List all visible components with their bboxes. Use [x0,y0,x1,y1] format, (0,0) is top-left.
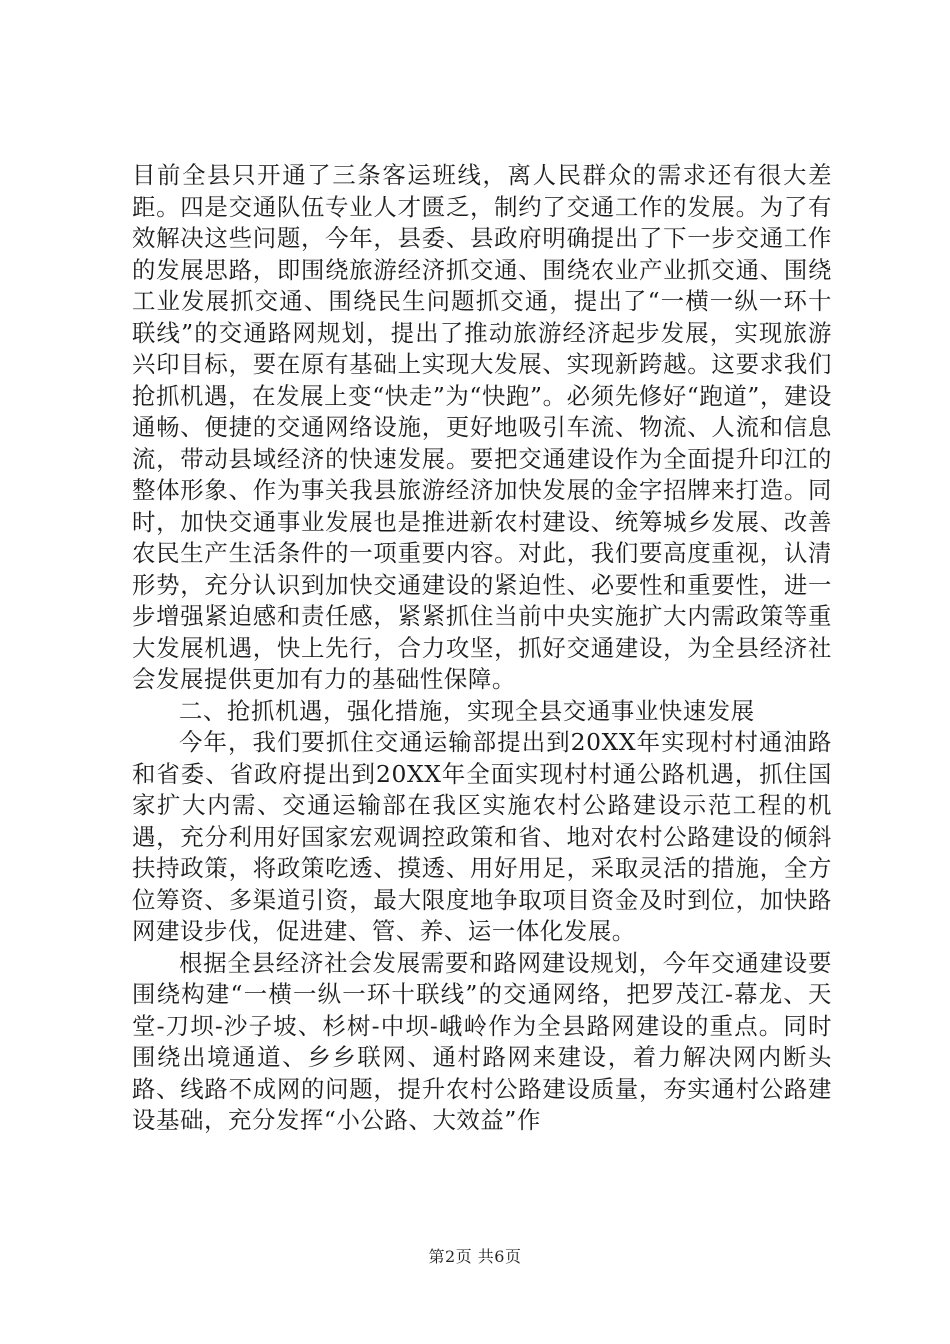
body-paragraph: 今年，我们要抓住交通运输部提出到20XX年实现村村通油路和省委、省政府提出到20XX年全面实现村村通公路机遇，抓住国家扩大内需、交通运输部在我区实施农村公路建设示范工程的机遇，充分利用好国家宏观调控政策和省、地对农村公路建设的倾斜扶持政策，将政策吃透、摸透、用好用足，采取灵活的措施，全方位筹资、多渠道引资，最大限度地争取项目资金及时到位，加快路网建设步伐，促进建、管、养、运一体化发展。 [132,728,832,945]
page-number: 第2页 共6页 [428,1247,522,1266]
document-body [132,160,832,1137]
page-footer [0,1244,950,1267]
section-heading: 二、抢抓机遇，强化措施，实现全县交通事业快速发展 [179,696,755,725]
body-paragraph: 根据全县经济社会发展需要和路网建设规划，今年交通建设要围绕构建“一横一纵一环十联线”的交通网络，把罗茂江-幕龙、天堂-刀坝-沙子坡、杉树-中坝-峨岭作为全县路网建设的重点。同时围绕出境通道、乡乡联网、通村路网来建设，着力解决网内断头路、线路不成网的问题，提升农村公路建设质量，夯实通村公路建设基础，充分发挥“小公路、大效益”作 [132,948,832,1134]
body-paragraph-continued: 目前全县只开通了三条客运班线，离人民群众的需求还有很大差距。四是交通队伍专业人才匮乏，制约了交通工作的发展。为了有效解决这些问题，今年，县委、县政府明确提出了下一步交通工作的发展思路，即围绕旅游经济抓交通、围绕农业产业抓交通、围绕工业发展抓交通、围绕民生问题抓交通，提出了“一横一纵一环十联线”的交通路网规划，提出了推动旅游经济起步发展，实现旅游兴印目标，要在原有基础上实现大发展、实现新跨越。这要求我们抢抓机遇，在发展上变“快走”为“快跑”。必须先修好“跑道”，建设通畅、便捷的交通网络设施，更好地吸引车流、物流、人流和信息流，带动县域经济的快速发展。要把交通建设作为全面提升印江的整体形象、作为事关我县旅游经济加快发展的金字招牌来打造。同时，加快交通事业发展也是推进新农村建设、统筹城乡发展、改善农民生产生活条件的一项重要内容。对此，我们要高度重视，认清形势，充分认识到加快交通建设的紧迫性、必要性和重要性，进一步增强紧迫感和责任感，紧紧抓住当前中央实施扩大内需政策等重大发展机遇，快上先行，合力攻坚，抓好交通建设，为全县经济社会发展提供更加有力的基础性保障。 [132,161,832,693]
